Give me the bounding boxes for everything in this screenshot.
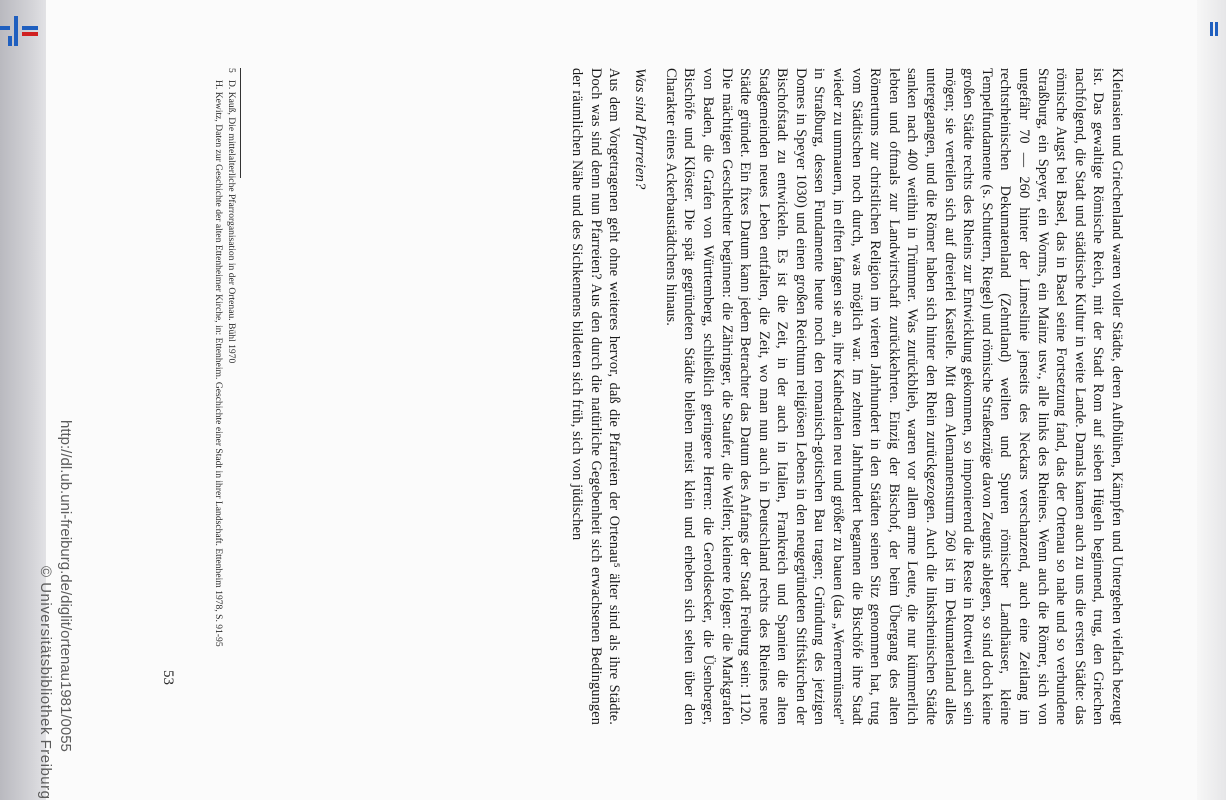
page-number: 53 (160, 670, 176, 685)
footnote-2: H. Kewitz, Daten zur Geschichte der alten Ettenheimer Kirche, in: Ettenheim. Geschichte einer Stadt in ihrer Landschaft. Ettenheim 1978, S. 91-95 (213, 80, 225, 647)
footnote-1 (225, 68, 238, 688)
footnotes (212, 68, 241, 688)
footnote-text-1: D. Kauß, Die mittelalterliche Pfarrorganisation in der Ortenau. Bühl 1970 (226, 80, 237, 364)
book-page-text (126, 68, 1126, 725)
copyright-notice: © Universitätsbibliothek Freiburg (37, 566, 54, 800)
source-url[interactable]: http://dl.ub.uni-freiburg.de/diglit/ortenau1981/0055 (57, 420, 74, 752)
bookmark-marker-icon[interactable] (1210, 22, 1218, 36)
right-scroll-area[interactable] (1197, 0, 1226, 800)
footnote-rule (240, 68, 241, 178)
paragraph-cities: Kleinasien und Griechenland waren voller Städte, deren Aufblühen, Kämpfen und Untergehen vielfach bezeugt ist. Das gewaltige Römische Reich, mit der Stadt Rom auf sieben Hügeln beginnend, trug, den Griechen nachfolgend, die Stadt und städtische Kultur in weite Lande. Damals kamen auch zu uns die ersten Städte: das römische Augst bei Basel, das in Basel seine Fortsetzung fand, das der Ortenau so nahe und so verbundene Straßburg, ein Speyer, ein Worms, ein Mainz usw., alle links des Rheines. Wenn auch die Römer, sich von ungefähr 70 — 260 hinter der Limeslinie jenseits des Neckars verschanzend, auch eine Zeitlang im rechtsrheinischen Dekumatenland (Zehntland) weilten und Spuren römischer Landhäuser, kleine Tempelfundamente (s. Schuttern, Riegel) und römische Straßenzüge davon Zeugnis ablegen, so sind doch keine großen Städte rechts des Rheins zur Entwicklung gekommen, so imponierend die Reste in Rottweil auch sein mögen; sie verteilen sich auf dreierlei Kastelle. Mit dem Alemannensturm 260 ist im Dekumatenland alles untergegangen, und die Römer haben sich hinter den Rhein zurückgezogen. Auch die linksrheinischen Städte sanken nach 400 weithin in Trümmer. Was zurückblieb, waren vor allem arme Leute, die nur kümmerlich lebten und oftmals zur Landwirtschaft zurückkehrten. Einzig der Bischof, der beim Übergang des alten Römertums zur christlichen Religion im vierten Jahrhundert in den Städten seinen Sitz genommen hat, trug vom Städtischen noch durch, was möglich war. Im zehnten Jahrhundert begannen die Bischöfe ihre Stadt wieder zu ummauern, im elften fangen sie an, ihre Kathedralen neu und größer zu bauen (das „Wernermünster" in Straßburg, dessen Fundamente heute noch den romanisch-gotischen Bau tragen; Gründung des jetzigen Domes in Speyer 1030) und einen großen Reichtum religiösen Lebens in den neugegründeten Stiftskirchen der Bischofstadt zu entwickeln. Es ist die Zeit, in der auch in Italien, Frankreich und Spanien die alten Stadgemeinden neues Leben entfalten, die Zeit, wo man nun auch in Deutschland rechts des Rheines neue Städte gründet. Ein fixes Datum kann jedem Betrachter das Datum des Anfangs der Stadt Freiburg sein: 1120. Die mächtigen Geschlechter beginnen: die Zähringer, die Staufer, die Welfen; kleinere folgen: die Markgrafen von Baden, die Grafen von Württemberg, schließlich geringere Herren: die Geroldsecker, die Üsenberger, Bischöfe und Klöster. Die spät gegründeten Städte bleiben meist klein und erheben sich selten über den Charakter eines Ackerbaustädtchens hinaus. (662, 68, 1125, 725)
viewer-logo-icon[interactable] (0, 12, 40, 52)
paragraph-parishes: Aus dem Vorgetragenen geht ohne weiteres hervor, daß die Pfarreien der Ortenau⁵ älter sind als ihre Städte. Doch was sind denn nun Pfarreien? Aus den durch die natürliche Gegebenheit sich erwachsenen Bedingungen der räumlichen Nähe und des Sichkennens bildeten sich früh, sich von jüdischen (568, 68, 623, 725)
footnote-number: 5 (226, 68, 237, 73)
section-heading: Was sind Pfarreien? (632, 68, 649, 190)
